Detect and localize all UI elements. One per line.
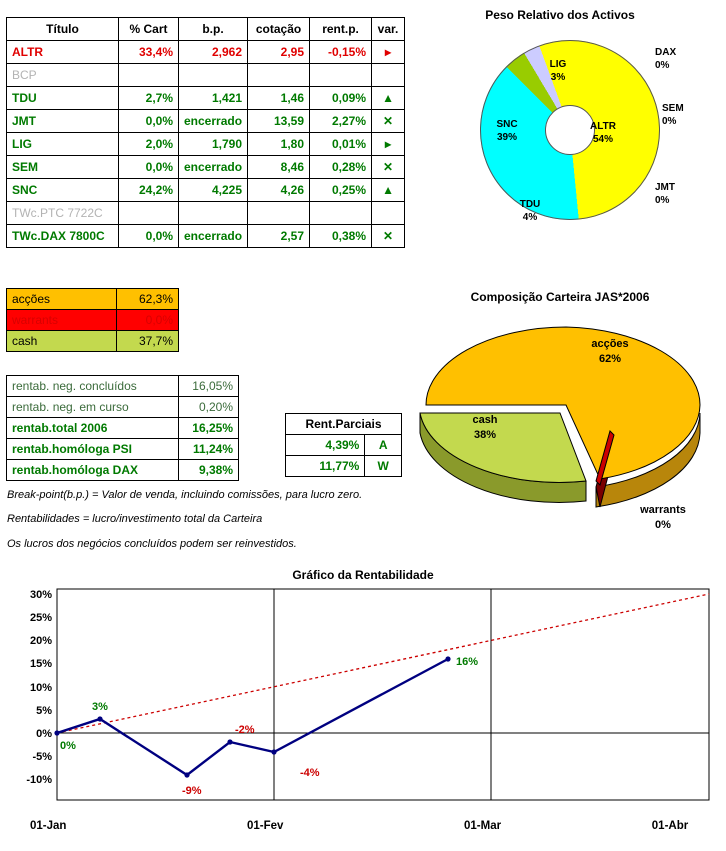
svg-text:15%: 15% bbox=[29, 658, 52, 670]
point-label-2: -9% bbox=[182, 785, 202, 797]
table-row bbox=[7, 87, 405, 110]
returns-label: rentab.total 2006 bbox=[7, 418, 179, 439]
table-row bbox=[7, 41, 405, 64]
partial-row bbox=[286, 456, 402, 477]
cell-bp: encerrado bbox=[179, 156, 248, 179]
donut-label-altr: ALTR 54% bbox=[590, 121, 616, 145]
point-label-0: 0% bbox=[60, 740, 76, 752]
cell-pct bbox=[119, 64, 179, 87]
partial-header-row bbox=[286, 414, 402, 435]
table-row bbox=[7, 110, 405, 133]
pie-label-accoes: acções 62% bbox=[591, 338, 629, 365]
cell-bp: 4,225 bbox=[179, 179, 248, 202]
allocation-row-warrants bbox=[7, 310, 179, 331]
donut-label-dax: DAX 0% bbox=[655, 47, 677, 71]
cell-symbol: SNC bbox=[7, 179, 119, 202]
cell-rent: 0,28% bbox=[310, 156, 372, 179]
cell-var-icon: ▸ bbox=[372, 133, 405, 156]
point-label-5: 16% bbox=[456, 656, 479, 668]
svg-text:25%: 25% bbox=[29, 612, 52, 624]
donut-label-snc: SNC 39% bbox=[496, 119, 518, 143]
donut-label-tdu: TDU 4% bbox=[519, 199, 541, 223]
line-chart bbox=[0, 565, 726, 851]
svg-text:01-Jan: 01-Jan bbox=[30, 820, 67, 832]
svg-text:01-Fev: 01-Fev bbox=[247, 820, 284, 832]
cell-symbol: BCP bbox=[7, 64, 119, 87]
returns-label: rentab.homóloga DAX bbox=[7, 460, 179, 481]
allocation-row-accoes bbox=[7, 289, 179, 310]
table-row bbox=[7, 64, 405, 87]
svg-text:30%: 30% bbox=[29, 589, 52, 601]
cell-bp bbox=[179, 64, 248, 87]
partial-returns-table bbox=[285, 413, 402, 477]
cell-symbol: TDU bbox=[7, 87, 119, 110]
cell-rent: 0,09% bbox=[310, 87, 372, 110]
cell-pct: 0,0% bbox=[119, 156, 179, 179]
returns-label: rentab. neg. concluídos bbox=[7, 376, 179, 397]
col-var: var. bbox=[372, 18, 405, 41]
table-row bbox=[7, 133, 405, 156]
cell-cot: 1,80 bbox=[248, 133, 310, 156]
point-label-4: -4% bbox=[300, 767, 320, 779]
cell-rent: 0,01% bbox=[310, 133, 372, 156]
svg-text:-10%: -10% bbox=[26, 774, 52, 786]
cell-cot bbox=[248, 64, 310, 87]
cell-cot: 1,46 bbox=[248, 87, 310, 110]
pie-chart-svg bbox=[400, 285, 720, 535]
cell-pct: 0,0% bbox=[119, 110, 179, 133]
allocation-label: cash bbox=[7, 331, 117, 352]
y-axis-labels bbox=[26, 589, 52, 786]
cell-symbol: JMT bbox=[7, 110, 119, 133]
cell-pct: 2,7% bbox=[119, 87, 179, 110]
cell-symbol: SEM bbox=[7, 156, 119, 179]
cell-symbol: LIG bbox=[7, 133, 119, 156]
line-chart-title: Gráfico da Rentabilidade bbox=[292, 568, 434, 582]
returns-row bbox=[7, 376, 239, 397]
table-header-row bbox=[7, 18, 405, 41]
returns-table bbox=[6, 375, 239, 481]
col-titulo: Título bbox=[7, 18, 119, 41]
cell-cot: 4,26 bbox=[248, 179, 310, 202]
svg-text:01-Mar: 01-Mar bbox=[464, 820, 502, 832]
note-lucros: Os lucros dos negócios concluídos podem ser reinvestidos. bbox=[7, 538, 297, 550]
returns-label: rentab. neg. em curso bbox=[7, 397, 179, 418]
pie-label-cash: cash 38% bbox=[472, 414, 498, 441]
cell-rent: -0,15% bbox=[310, 41, 372, 64]
cell-cot: 2,95 bbox=[248, 41, 310, 64]
returns-label: rentab.homóloga PSI bbox=[7, 439, 179, 460]
cell-bp: 2,962 bbox=[179, 41, 248, 64]
returns-value: 0,20% bbox=[179, 397, 239, 418]
cell-bp: encerrado bbox=[179, 110, 248, 133]
cell-bp bbox=[179, 202, 248, 225]
cell-symbol: TWc.DAX 7800C bbox=[7, 225, 119, 248]
allocation-value: 37,7% bbox=[117, 331, 179, 352]
allocation-label: acções bbox=[7, 289, 117, 310]
returns-row bbox=[7, 397, 239, 418]
partial-value: 11,77% bbox=[286, 456, 365, 477]
table-row bbox=[7, 202, 405, 225]
donut-label-sem: SEM 0% bbox=[662, 103, 684, 127]
allocation-table bbox=[6, 288, 179, 352]
donut-chart bbox=[400, 8, 720, 258]
cell-bp: encerrado bbox=[179, 225, 248, 248]
cell-symbol: TWc.PTC 7722C bbox=[7, 202, 119, 225]
partial-row bbox=[286, 435, 402, 456]
cell-bp: 1,790 bbox=[179, 133, 248, 156]
cell-var-icon: ✕ bbox=[372, 156, 405, 179]
line-chart-svg bbox=[0, 565, 726, 851]
col-rent-p: rent.p. bbox=[310, 18, 372, 41]
cell-pct: 2,0% bbox=[119, 133, 179, 156]
cell-pct: 33,4% bbox=[119, 41, 179, 64]
returns-value: 9,38% bbox=[179, 460, 239, 481]
svg-text:01-Abr: 01-Abr bbox=[651, 820, 689, 832]
col-cotacao: cotação bbox=[248, 18, 310, 41]
securities-table bbox=[6, 17, 405, 248]
cell-cot bbox=[248, 202, 310, 225]
cell-pct: 24,2% bbox=[119, 179, 179, 202]
returns-value: 16,05% bbox=[179, 376, 239, 397]
cell-rent: 0,38% bbox=[310, 225, 372, 248]
returns-row bbox=[7, 460, 239, 481]
table-row bbox=[7, 156, 405, 179]
table-row bbox=[7, 225, 405, 248]
cell-cot: 2,57 bbox=[248, 225, 310, 248]
col-bp: b.p. bbox=[179, 18, 248, 41]
partial-key: A bbox=[365, 435, 402, 456]
table-row bbox=[7, 179, 405, 202]
note-breakpoint: Break-point(b.p.) = Valor de venda, incluindo comissões, para lucro zero. bbox=[7, 489, 363, 501]
allocation-label: warrants bbox=[7, 310, 117, 331]
x-axis-labels bbox=[30, 820, 689, 832]
returns-value: 16,25% bbox=[179, 418, 239, 439]
cell-var-icon: ✕ bbox=[372, 110, 405, 133]
donut-label-jmt: JMT 0% bbox=[655, 182, 675, 206]
cell-rent: 2,27% bbox=[310, 110, 372, 133]
svg-text:20%: 20% bbox=[29, 635, 52, 647]
donut-label-lig: LIG 3% bbox=[549, 59, 567, 83]
partial-key: W bbox=[365, 456, 402, 477]
allocation-row-cash bbox=[7, 331, 179, 352]
cell-pct bbox=[119, 202, 179, 225]
cell-var-icon: ▲ bbox=[372, 179, 405, 202]
cell-rent: 0,25% bbox=[310, 179, 372, 202]
partial-value: 4,39% bbox=[286, 435, 365, 456]
donut-chart-title: Peso Relativo dos Activos bbox=[485, 8, 635, 22]
pie-label-warrants: warrants 0% bbox=[640, 504, 686, 531]
cell-cot: 8,46 bbox=[248, 156, 310, 179]
returns-value: 11,24% bbox=[179, 439, 239, 460]
cell-var-icon: ▲ bbox=[372, 87, 405, 110]
cell-cot: 13,59 bbox=[248, 110, 310, 133]
cell-symbol: ALTR bbox=[7, 41, 119, 64]
returns-row bbox=[7, 418, 239, 439]
point-label-3: -2% bbox=[235, 724, 255, 736]
partial-title: Rent.Parciais bbox=[286, 414, 402, 435]
svg-text:0%: 0% bbox=[36, 728, 52, 740]
cell-var-icon: ✕ bbox=[372, 225, 405, 248]
cell-pct: 0,0% bbox=[119, 225, 179, 248]
point-label-1: 3% bbox=[92, 701, 108, 713]
cell-var-icon: ▸ bbox=[372, 41, 405, 64]
svg-text:5%: 5% bbox=[36, 705, 52, 717]
svg-text:10%: 10% bbox=[29, 682, 52, 694]
returns-row bbox=[7, 439, 239, 460]
svg-text:-5%: -5% bbox=[32, 751, 52, 763]
allocation-value: 62,3% bbox=[117, 289, 179, 310]
note-rentabilidades: Rentabilidades = lucro/investimento total da Carteira bbox=[7, 513, 263, 525]
pie-chart bbox=[400, 285, 720, 550]
cell-bp: 1,421 bbox=[179, 87, 248, 110]
allocation-value: 0,0% bbox=[117, 310, 179, 331]
col-pct-cart: % Cart bbox=[119, 18, 179, 41]
pie-chart-title: Composição Carteira JAS*2006 bbox=[470, 290, 650, 304]
cell-rent bbox=[310, 202, 372, 225]
cell-rent bbox=[310, 64, 372, 87]
